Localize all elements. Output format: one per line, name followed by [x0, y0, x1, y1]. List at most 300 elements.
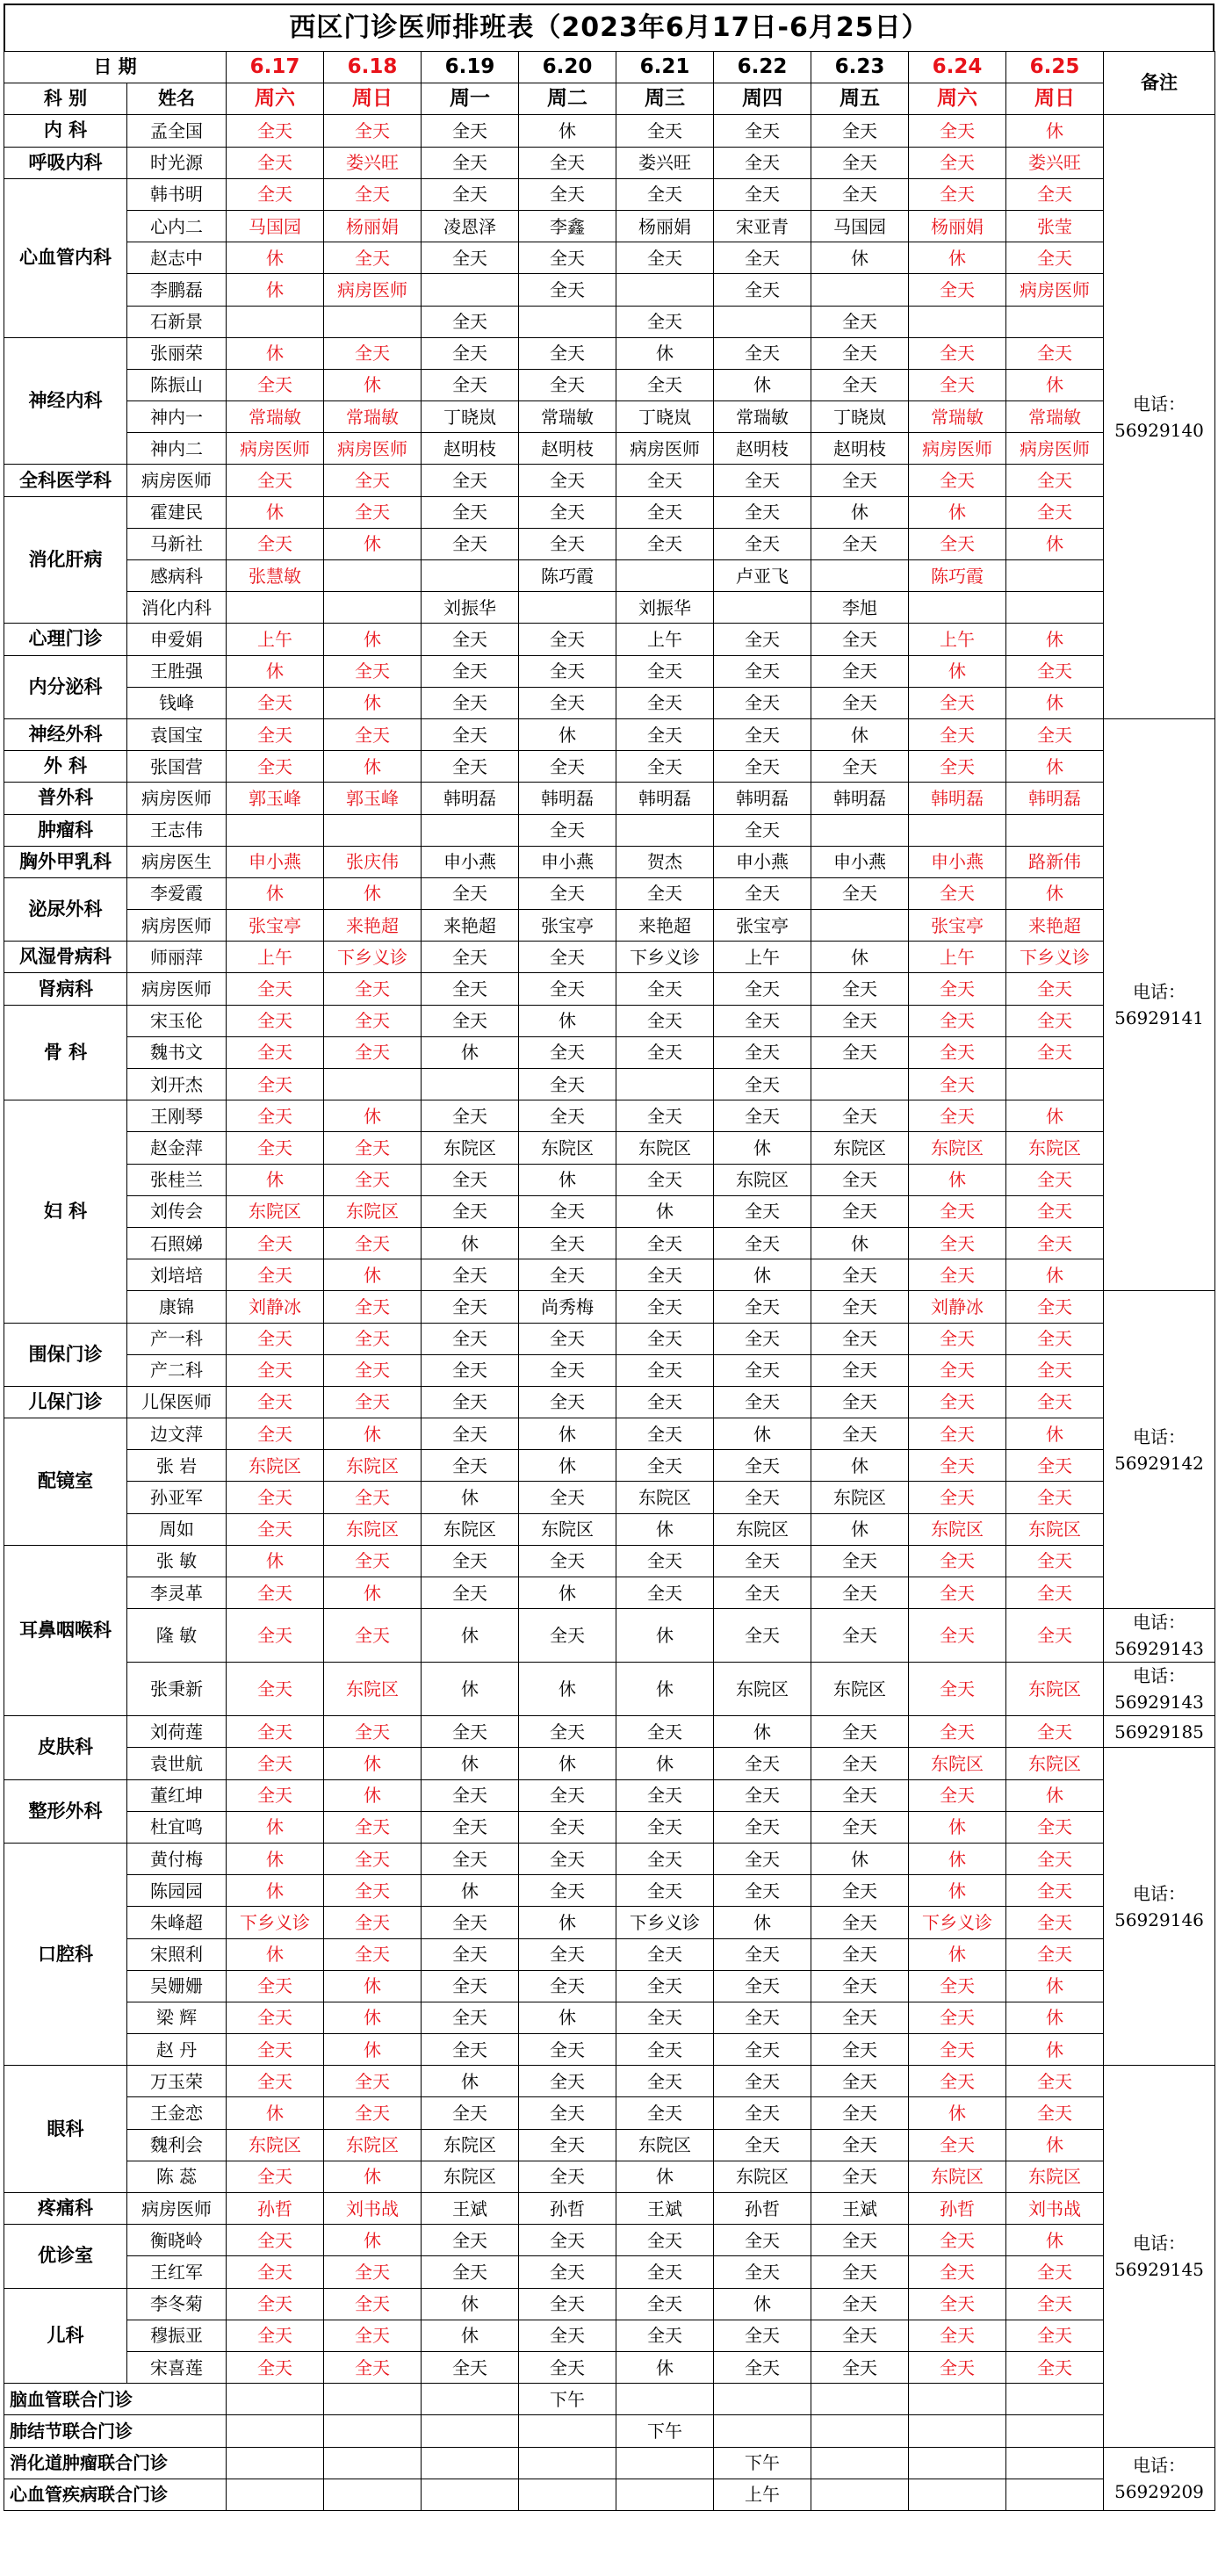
schedule-cell: 病房医师 — [1006, 433, 1104, 465]
department-cell: 优诊室 — [4, 2225, 127, 2288]
schedule-cell: 休 — [909, 1938, 1006, 1970]
schedule-cell: 全天 — [227, 1970, 324, 2002]
schedule-cell: 全天 — [519, 973, 616, 1005]
schedule-cell: 全天 — [519, 465, 616, 496]
table-row — [4, 877, 1215, 909]
date-header: 6.25 — [1006, 52, 1104, 83]
table-row — [4, 306, 1215, 337]
schedule-cell: 休 — [714, 369, 811, 400]
schedule-cell: 全天 — [811, 1100, 909, 1132]
schedule-cell: 全天 — [324, 2256, 422, 2288]
schedule-cell — [616, 2479, 714, 2510]
schedule-cell: 全天 — [324, 1386, 422, 1418]
schedule-cell: 全天 — [519, 877, 616, 909]
schedule-cell: 全天 — [227, 751, 324, 783]
schedule-cell: 丁晓岚 — [811, 401, 909, 433]
table-row — [4, 1291, 1215, 1323]
schedule-cell: 上午 — [909, 942, 1006, 973]
phone-note: 电话：56929143 — [1104, 1609, 1215, 1663]
schedule-cell: 东院区 — [324, 1513, 422, 1545]
department-cell: 普外科 — [4, 783, 127, 814]
schedule-cell — [1006, 814, 1104, 846]
schedule-cell: 全天 — [714, 2351, 811, 2383]
schedule-cell: 东院区 — [1006, 1513, 1104, 1545]
schedule-cell: 全天 — [909, 1418, 1006, 1450]
schedule-cell: 全天 — [227, 147, 324, 178]
schedule-cell: 全天 — [422, 687, 519, 718]
schedule-cell: 休 — [519, 718, 616, 750]
schedule-cell — [909, 2384, 1006, 2415]
doctor-name: 李冬菊 — [127, 2288, 227, 2320]
schedule-cell: 全天 — [519, 751, 616, 783]
doctor-name: 霍建民 — [127, 496, 227, 528]
schedule-cell: 娄兴旺 — [1006, 147, 1104, 178]
table-row — [4, 560, 1215, 592]
doctor-name: 隆 敏 — [127, 1609, 227, 1663]
schedule-cell — [227, 2384, 324, 2415]
schedule-cell: 东院区 — [714, 1663, 811, 1716]
schedule-cell: 全天 — [909, 2351, 1006, 2383]
schedule-cell: 全天 — [811, 687, 909, 718]
schedule-cell: 休 — [422, 2288, 519, 2320]
schedule-cell — [324, 814, 422, 846]
schedule-cell — [324, 2415, 422, 2447]
department-cell: 心理门诊 — [4, 624, 127, 655]
schedule-cell: 全天 — [811, 1907, 909, 1938]
dept-header: 科 别 — [4, 83, 127, 115]
doctor-name: 陈园园 — [127, 1875, 227, 1907]
schedule-cell: 休 — [519, 1164, 616, 1195]
schedule-cell: 全天 — [324, 1323, 422, 1354]
schedule-cell: 休 — [811, 1843, 909, 1874]
schedule-cell: 全天 — [519, 1323, 616, 1354]
schedule-cell: 全天 — [422, 655, 519, 687]
schedule-cell: 全天 — [714, 1005, 811, 1036]
doctor-name: 李爱霞 — [127, 877, 227, 909]
schedule-cell: 休 — [714, 2288, 811, 2320]
schedule-cell: 休 — [1006, 2002, 1104, 2033]
schedule-cell: 全天 — [1006, 1450, 1104, 1482]
header-date-row — [4, 52, 1215, 83]
schedule-cell: 全天 — [422, 1716, 519, 1748]
schedule-cell: 申小燕 — [227, 846, 324, 877]
schedule-cell: 全天 — [1006, 1195, 1104, 1227]
schedule-cell: 休 — [422, 1663, 519, 1716]
schedule-cell: 全天 — [616, 1386, 714, 1418]
schedule-cell: 休 — [324, 2034, 422, 2066]
doctor-name: 钱峰 — [127, 687, 227, 718]
table-row — [4, 1354, 1215, 1386]
schedule-cell: 全天 — [227, 1418, 324, 1450]
schedule-cell: 全天 — [811, 178, 909, 210]
schedule-cell: 全天 — [1006, 2320, 1104, 2351]
schedule-cell: 全天 — [227, 2034, 324, 2066]
schedule-cell: 陈巧霞 — [519, 560, 616, 592]
schedule-cell: 全天 — [519, 2066, 616, 2097]
schedule-cell: 韩明磊 — [714, 783, 811, 814]
schedule-cell: 全天 — [1006, 1716, 1104, 1748]
table-row — [4, 1323, 1215, 1354]
phone-note: 电话：56929141 — [1104, 718, 1215, 1290]
doctor-name: 魏利会 — [127, 2129, 227, 2161]
schedule-cell: 全天 — [227, 2066, 324, 2097]
schedule-cell: 全天 — [519, 2034, 616, 2066]
schedule-cell: 全天 — [909, 877, 1006, 909]
schedule-cell: 全天 — [714, 115, 811, 147]
doctor-name: 王红军 — [127, 2256, 227, 2288]
schedule-cell: 全天 — [519, 337, 616, 369]
table-row — [4, 942, 1215, 973]
schedule-cell — [1006, 592, 1104, 624]
schedule-cell: 全天 — [1006, 2066, 1104, 2097]
schedule-cell: 申小燕 — [519, 846, 616, 877]
schedule-table — [4, 51, 1215, 2511]
schedule-cell: 全天 — [422, 877, 519, 909]
schedule-cell: 休 — [1006, 2034, 1104, 2066]
schedule-cell: 休 — [324, 877, 422, 909]
department-cell: 胸外甲乳科 — [4, 846, 127, 877]
schedule-cell: 下乡义诊 — [909, 1907, 1006, 1938]
schedule-cell: 全天 — [324, 2351, 422, 2383]
schedule-cell — [227, 2447, 324, 2479]
table-row — [4, 1513, 1215, 1545]
schedule-cell — [616, 274, 714, 306]
schedule-cell: 上午 — [227, 942, 324, 973]
schedule-cell: 全天 — [227, 1132, 324, 1164]
schedule-cell — [909, 592, 1006, 624]
table-row — [4, 1779, 1215, 1811]
department-cell: 肿瘤科 — [4, 814, 127, 846]
schedule-cell: 全天 — [811, 1875, 909, 1907]
schedule-cell: 全天 — [519, 1545, 616, 1577]
schedule-cell: 全天 — [714, 2320, 811, 2351]
schedule-cell: 全天 — [714, 2066, 811, 2097]
schedule-cell: 全天 — [324, 1036, 422, 1068]
schedule-cell — [909, 2447, 1006, 2479]
schedule-cell: 休 — [422, 1227, 519, 1259]
schedule-cell: 全天 — [909, 718, 1006, 750]
schedule-cell: 全天 — [519, 687, 616, 718]
schedule-cell — [519, 2447, 616, 2479]
schedule-cell — [616, 560, 714, 592]
table-row — [4, 1609, 1215, 1663]
schedule-cell — [227, 2415, 324, 2447]
schedule-cell — [422, 1069, 519, 1100]
schedule-cell: 上午 — [227, 624, 324, 655]
doctor-name: 产一科 — [127, 1323, 227, 1354]
department-cell: 全科医学科 — [4, 465, 127, 496]
schedule-cell: 张宝亭 — [227, 910, 324, 942]
schedule-cell: 全天 — [811, 147, 909, 178]
schedule-cell: 全天 — [811, 1577, 909, 1609]
schedule-cell — [616, 2384, 714, 2415]
schedule-cell: 杨丽娟 — [909, 210, 1006, 242]
schedule-cell: 东院区 — [519, 1132, 616, 1164]
schedule-cell: 全天 — [519, 2097, 616, 2129]
schedule-cell: 全天 — [324, 1005, 422, 1036]
table-row — [4, 1482, 1215, 1513]
department-cell: 肾病科 — [4, 973, 127, 1005]
schedule-cell: 贺杰 — [616, 846, 714, 877]
schedule-cell: 全天 — [616, 178, 714, 210]
doctor-name: 刘传会 — [127, 1195, 227, 1227]
schedule-cell: 申小燕 — [909, 846, 1006, 877]
table-row — [4, 1663, 1215, 1716]
schedule-cell: 全天 — [519, 655, 616, 687]
schedule-cell: 常瑞敏 — [909, 401, 1006, 433]
schedule-cell: 病房医师 — [324, 433, 422, 465]
schedule-cell: 全天 — [616, 1875, 714, 1907]
schedule-cell: 全天 — [227, 1069, 324, 1100]
schedule-cell: 全天 — [909, 2002, 1006, 2033]
schedule-cell: 休 — [616, 1195, 714, 1227]
schedule-cell: 休 — [227, 1938, 324, 1970]
schedule-cell — [519, 2415, 616, 2447]
schedule-cell: 休 — [909, 1843, 1006, 1874]
schedule-cell: 东院区 — [227, 1195, 324, 1227]
schedule-cell: 全天 — [422, 2097, 519, 2129]
doctor-name: 孟全国 — [127, 115, 227, 147]
schedule-cell: 病房医师 — [324, 274, 422, 306]
schedule-cell: 全天 — [714, 973, 811, 1005]
schedule-cell: 全天 — [1006, 1907, 1104, 1938]
schedule-cell: 全天 — [324, 1609, 422, 1663]
schedule-cell: 马国园 — [811, 210, 909, 242]
schedule-cell: 全天 — [1006, 178, 1104, 210]
schedule-cell: 全天 — [227, 1036, 324, 1068]
name-header: 姓名 — [127, 83, 227, 115]
schedule-cell: 全天 — [714, 1195, 811, 1227]
schedule-cell: 休 — [1006, 369, 1104, 400]
schedule-cell: 全天 — [519, 1482, 616, 1513]
schedule-cell: 休 — [324, 2002, 422, 2033]
schedule-cell: 全天 — [811, 2002, 909, 2033]
doctor-name: 衡晓岭 — [127, 2225, 227, 2256]
schedule-cell: 全天 — [909, 1227, 1006, 1259]
doctor-name: 边文萍 — [127, 1418, 227, 1450]
table-row — [4, 1716, 1215, 1748]
doctor-name: 神内二 — [127, 433, 227, 465]
schedule-cell: 全天 — [811, 1195, 909, 1227]
schedule-cell — [909, 2479, 1006, 2510]
schedule-cell — [811, 2479, 909, 2510]
schedule-cell: 全天 — [519, 2256, 616, 2288]
schedule-cell: 上午 — [714, 942, 811, 973]
schedule-cell: 全天 — [519, 274, 616, 306]
schedule-cell: 全天 — [227, 1259, 324, 1291]
schedule-cell: 刘静冰 — [227, 1291, 324, 1323]
schedule-cell: 全天 — [811, 2034, 909, 2066]
doctor-name: 石新景 — [127, 306, 227, 337]
schedule-cell — [1006, 2384, 1104, 2415]
schedule-cell: 全天 — [422, 751, 519, 783]
schedule-cell: 全天 — [616, 1291, 714, 1323]
schedule-cell: 全天 — [324, 465, 422, 496]
schedule-cell: 休 — [519, 1577, 616, 1609]
schedule-cell: 全天 — [714, 242, 811, 274]
doctor-name: 张桂兰 — [127, 1164, 227, 1195]
schedule-cell: 病房医师 — [616, 433, 714, 465]
schedule-cell: 全天 — [909, 751, 1006, 783]
schedule-cell: 全天 — [616, 465, 714, 496]
table-row — [4, 528, 1215, 559]
schedule-cell: 东院区 — [616, 1132, 714, 1164]
weekday-header: 周六 — [227, 83, 324, 115]
doctor-name: 赵志中 — [127, 242, 227, 274]
schedule-cell: 东院区 — [1006, 1663, 1104, 1716]
schedule-cell: 全天 — [324, 1907, 422, 1938]
schedule-cell: 全天 — [714, 274, 811, 306]
schedule-cell: 全天 — [227, 369, 324, 400]
schedule-cell: 休 — [1006, 115, 1104, 147]
schedule-cell: 全天 — [616, 1938, 714, 1970]
phone-note: 电话：56929146 — [1104, 1748, 1215, 2066]
schedule-cell: 杨丽娟 — [324, 210, 422, 242]
schedule-cell — [714, 2384, 811, 2415]
schedule-cell: 全天 — [422, 942, 519, 973]
schedule-cell: 全天 — [616, 751, 714, 783]
schedule-cell: 全天 — [616, 2256, 714, 2288]
department-cell: 内 科 — [4, 115, 127, 147]
schedule-cell: 刘书战 — [1006, 2193, 1104, 2225]
schedule-cell — [227, 306, 324, 337]
weekday-header: 周四 — [714, 83, 811, 115]
table-row — [4, 1036, 1215, 1068]
schedule-cell: 全天 — [616, 496, 714, 528]
schedule-cell: 张宝亭 — [714, 910, 811, 942]
schedule-cell: 全天 — [324, 1843, 422, 1874]
schedule-cell: 全天 — [519, 1386, 616, 1418]
doctor-name: 张 岩 — [127, 1450, 227, 1482]
schedule-cell: 娄兴旺 — [324, 147, 422, 178]
schedule-cell: 休 — [909, 2097, 1006, 2129]
table-row — [4, 1259, 1215, 1291]
schedule-cell — [422, 560, 519, 592]
schedule-cell: 全天 — [811, 1164, 909, 1195]
phone-note: 电话：56929142 — [1104, 1291, 1215, 1609]
schedule-cell: 休 — [616, 337, 714, 369]
schedule-cell: 全天 — [616, 2320, 714, 2351]
doctor-name: 王金恋 — [127, 2097, 227, 2129]
schedule-cell: 休 — [519, 1418, 616, 1450]
date-header: 6.19 — [422, 52, 519, 83]
schedule-cell — [324, 2447, 422, 2479]
schedule-cell: 全天 — [616, 1259, 714, 1291]
schedule-cell: 全天 — [909, 115, 1006, 147]
table-row — [4, 814, 1215, 846]
schedule-cell: 上午 — [616, 624, 714, 655]
schedule-cell: 全天 — [909, 687, 1006, 718]
schedule-cell: 全天 — [227, 1005, 324, 1036]
schedule-cell: 全天 — [227, 2225, 324, 2256]
schedule-cell: 张宝亭 — [909, 910, 1006, 942]
schedule-cell: 东院区 — [1006, 2161, 1104, 2192]
schedule-cell: 休 — [324, 751, 422, 783]
schedule-cell: 全天 — [616, 2097, 714, 2129]
schedule-cell: 全天 — [422, 2351, 519, 2383]
schedule-cell: 休 — [1006, 2225, 1104, 2256]
schedule-cell: 休 — [227, 337, 324, 369]
doctor-name: 穆振亚 — [127, 2320, 227, 2351]
schedule-cell: 娄兴旺 — [616, 147, 714, 178]
date-header: 6.20 — [519, 52, 616, 83]
schedule-cell: 全天 — [227, 1323, 324, 1354]
schedule-cell: 路新伟 — [1006, 846, 1104, 877]
schedule-cell: 全天 — [324, 2097, 422, 2129]
doctor-name: 病房医师 — [127, 973, 227, 1005]
schedule-cell: 休 — [616, 2161, 714, 2192]
schedule-cell: 全天 — [909, 2320, 1006, 2351]
schedule-cell: 全天 — [519, 942, 616, 973]
table-row — [4, 1748, 1215, 1779]
schedule-cell: 全天 — [811, 1716, 909, 1748]
table-row — [4, 178, 1215, 210]
schedule-cell: 休 — [1006, 1100, 1104, 1132]
schedule-cell — [227, 814, 324, 846]
schedule-cell: 全天 — [811, 877, 909, 909]
table-row — [4, 115, 1215, 147]
table-row — [4, 2129, 1215, 2161]
schedule-cell — [1006, 306, 1104, 337]
schedule-cell: 全天 — [1006, 1577, 1104, 1609]
schedule-cell: 全天 — [909, 1450, 1006, 1482]
schedule-cell: 全天 — [909, 2066, 1006, 2097]
schedule-cell: 常瑞敏 — [227, 401, 324, 433]
date-header: 6.23 — [811, 52, 909, 83]
schedule-cell: 韩明磊 — [1006, 783, 1104, 814]
doctor-name: 病房医师 — [127, 783, 227, 814]
schedule-cell: 休 — [519, 1748, 616, 1779]
schedule-cell: 全天 — [909, 1005, 1006, 1036]
table-row — [4, 1811, 1215, 1843]
schedule-cell: 全天 — [1006, 1036, 1104, 1068]
schedule-cell — [811, 2447, 909, 2479]
schedule-cell: 全天 — [909, 1100, 1006, 1132]
schedule-cell: 全天 — [227, 2351, 324, 2383]
department-cell: 内分泌科 — [4, 655, 127, 718]
table-row — [4, 496, 1215, 528]
schedule-cell: 休 — [324, 1418, 422, 1450]
table-row — [4, 687, 1215, 718]
schedule-cell: 刘振华 — [422, 592, 519, 624]
doctor-name: 陈 蕊 — [127, 2161, 227, 2192]
schedule-cell: 休 — [811, 1450, 909, 1482]
schedule-cell: 东院区 — [811, 1663, 909, 1716]
schedule-cell: 全天 — [714, 1100, 811, 1132]
page-title: 西区门诊医师排班表（2023年6月17日-6月25日） — [4, 4, 1214, 51]
schedule-cell: 全天 — [1006, 1323, 1104, 1354]
schedule-cell — [909, 814, 1006, 846]
doctor-name: 病房医生 — [127, 846, 227, 877]
schedule-cell: 全天 — [422, 1164, 519, 1195]
schedule-cell: 全天 — [714, 1811, 811, 1843]
doctor-name: 杜宜鸣 — [127, 1811, 227, 1843]
schedule-cell: 全天 — [909, 178, 1006, 210]
doctor-name: 李灵革 — [127, 1577, 227, 1609]
schedule-cell: 上午 — [714, 2479, 811, 2510]
schedule-cell: 下乡义诊 — [227, 1907, 324, 1938]
schedule-cell: 全天 — [714, 1545, 811, 1577]
schedule-cell — [519, 2479, 616, 2510]
schedule-cell: 全天 — [616, 877, 714, 909]
schedule-cell: 休 — [714, 1907, 811, 1938]
table-row — [4, 1970, 1215, 2002]
table-row — [4, 624, 1215, 655]
table-row — [4, 1450, 1215, 1482]
schedule-cell: 全天 — [519, 1716, 616, 1748]
schedule-cell: 休 — [519, 1005, 616, 1036]
schedule-cell: 休 — [324, 1779, 422, 1811]
